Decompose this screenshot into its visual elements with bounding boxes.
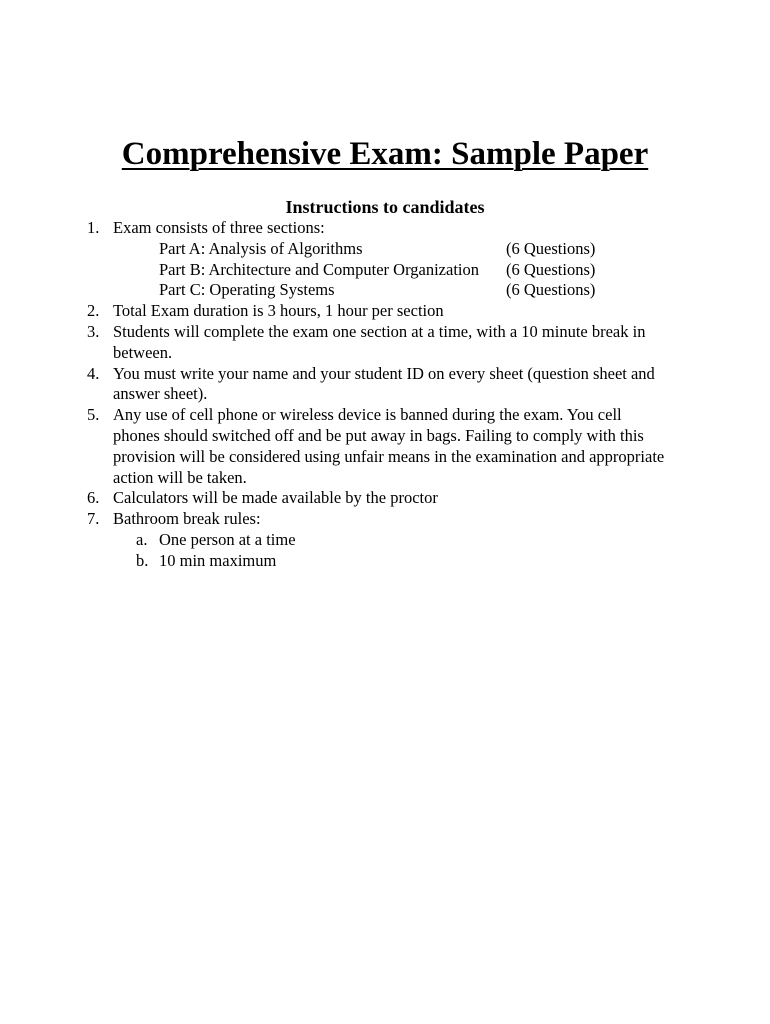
list-item-continuation [0,343,770,364]
list-item-text: Students will complete the exam one section at a time, with a 10 minute break in [113,321,646,341]
sub-list-item-letter: b. [136,550,149,570]
list-item-text: action will be taken. [113,467,247,487]
sub-list-item-text: 10 min maximum [159,550,277,570]
list-item-text: answer sheet). [113,384,208,404]
instructions-list [0,218,770,572]
list-item [0,405,770,426]
section-row [0,280,770,301]
list-item-text: phones should switched off and be put away in bags. Failing to comply with this [113,425,644,445]
sub-list-item [0,551,770,572]
list-item [0,509,770,530]
sub-list-item-letter: a. [136,529,148,549]
section-question-count: (6 Questions) [506,238,596,258]
section-name: Part B: Architecture and Computer Organization [159,259,479,279]
list-item [0,301,770,322]
sub-list-item [0,530,770,551]
list-item-continuation [0,447,770,468]
list-item-text: Any use of cell phone or wireless device is banned during the exam. You cell [113,405,622,425]
list-item-text: Calculators will be made available by the proctor [113,488,438,508]
page-title-text: Comprehensive Exam: Sample Paper [121,136,649,172]
list-item-number: 5. [87,405,100,425]
list-item-number: 7. [87,509,100,529]
list-item-number: 2. [87,301,100,321]
section-name: Part C: Operating Systems [159,280,335,300]
sub-list-item-text: One person at a time [159,529,296,549]
list-item-text: Bathroom break rules: [113,509,261,529]
section-row [0,239,770,260]
section-question-count: (6 Questions) [506,259,596,279]
list-item-number: 3. [87,321,100,341]
list-item-continuation [0,384,770,405]
list-item-number: 1. [87,218,100,237]
list-item-text: provision will be considered using unfair means in the examination and appropriate [113,446,665,466]
list-item-number: 4. [87,363,100,383]
section-row [0,260,770,281]
list-item [0,488,770,509]
list-item [0,218,770,239]
instructions-heading: Instructions to candidates [285,197,485,217]
list-item-text: Exam consists of three sections: [113,218,325,237]
section-name: Part A: Analysis of Algorithms [159,238,363,258]
list-item-continuation [0,426,770,447]
list-item-text: You must write your name and your student ID on every sheet (question sheet and [113,363,655,383]
list-item-text: Total Exam duration is 3 hours, 1 hour per section [113,301,444,321]
list-item [0,322,770,343]
list-item-text: between. [113,342,173,362]
page-title [0,134,770,174]
list-item-number: 6. [87,488,100,508]
list-item-continuation [0,468,770,489]
section-question-count: (6 Questions) [506,280,596,300]
list-item [0,364,770,385]
